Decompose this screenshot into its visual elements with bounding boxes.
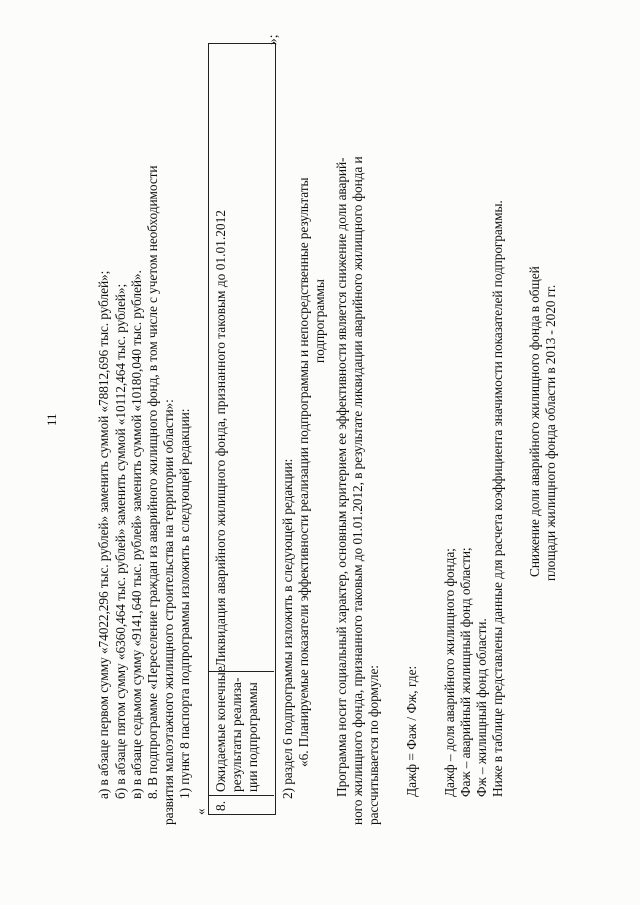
table-label-line-2: результаты реализа- [229,677,244,792]
program-paragraph-line-2: ного жилищного фонда, признанного таковым до 01.01.2012, в результате ликвидации аварийного жилищного фонда и [350,156,365,825]
program-paragraph-line-3: рассчитывается по формуле: [366,665,381,825]
table-title-line-2: площади жилищного фонда области в 2013 - 2020 гг. [543,284,558,581]
table-value-cell: Ликвидация аварийного жилищного фонда, признанного таковым до 01.01.2012 [213,210,228,667]
section-8-line-2: развития малоэтажного жилищного строительства на территории области»: [161,399,176,825]
table-label-line-1: Ожидаемые конечные [213,666,228,792]
table-label-line-3: ции подпрограммы [245,682,260,792]
line-v: в) в абзаце седьмом сумму «9141,640 тыс. рублей» заменить суммой «10180,040 тыс. рублей». [129,270,144,799]
page-number: 11 [44,413,59,426]
section-8-line-3: 1) пункт 8 паспорта подпрограммы изложить в следующей редакции: [177,408,192,799]
definition-fazh: Фаж – аварийный жилищный фонд области; [458,547,473,797]
section-2-line: 2) раздел 6 подпрограммы изложить в следующей редакции: [280,458,295,799]
table-title-line-1: Снижение доли аварийного жилищного фонда в общей [527,266,542,577]
table-intro-line: Ниже в таблице представлены данные для расчета коэффициента значимости показателей подпрограммы. [490,200,505,797]
formula: Дажф = Фаж / Фж, где: [404,665,419,797]
table-num-cell: 8. [213,800,228,811]
section-6-heading-line-1: «6. Планируемые показатели эффективности реализации подпрограммы и непосредственные результаты [296,177,311,767]
table-divider [208,795,274,796]
quote-close: »; [265,34,280,45]
line-b: б) в абзаце пятом сумму «6360,464 тыс. рублей» заменить суммой «10112,464 тыс. рублей»; [113,283,128,799]
definition-dazhf: Дажф – доля аварийного жилищного фонда; [442,548,457,797]
program-paragraph-line-1: Программа носит социальный характер, основным критерием ее эффективности является снижение доли аварий- [334,157,349,797]
quote-open: « [193,808,208,815]
section-6-heading-line-2: подпрограммы [312,279,327,363]
definition-fzh: Фж – жилищный фонд области. [474,618,489,797]
section-8-line-1: 8. В подпрограмме «Переселение граждан из аварийного жилищного фонд, в том числе с учетом необходимости [145,165,160,799]
line-a: а) в абзаце первом сумму «74022,296 тыс. рублей» заменить суммой «78812,696 тыс. рублей»; [96,270,111,799]
